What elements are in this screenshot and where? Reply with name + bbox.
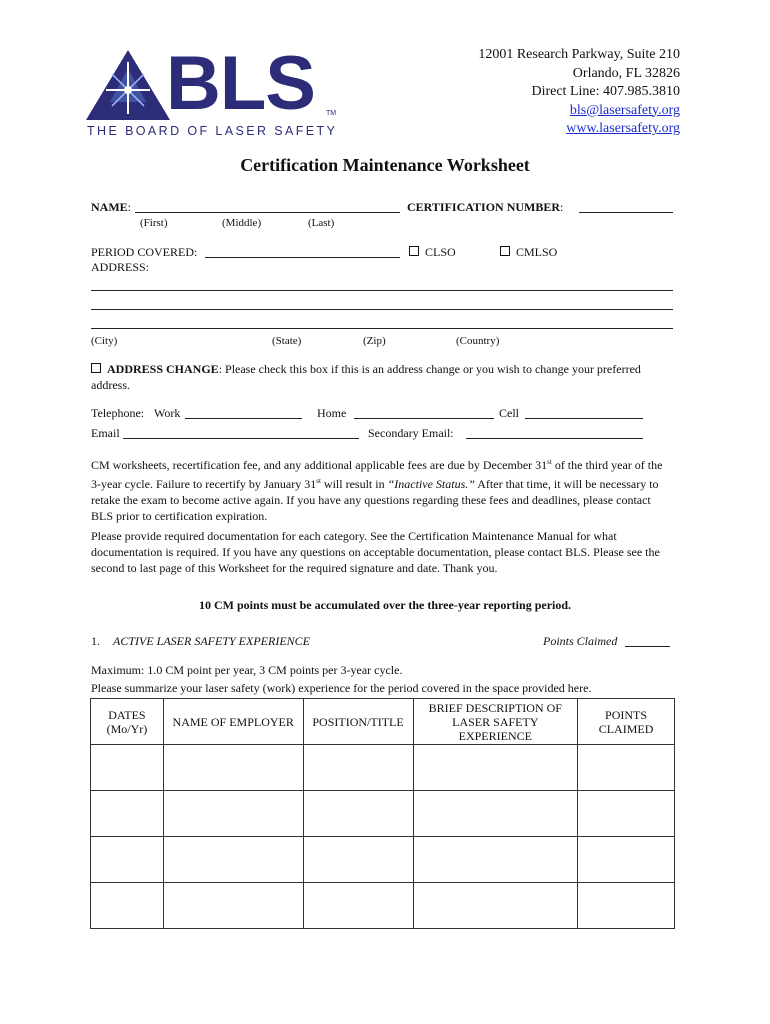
period-covered-field[interactable] — [205, 257, 400, 258]
experience-table — [90, 698, 675, 929]
position-header: POSITION/TITLE — [303, 699, 413, 745]
address-change-checkbox[interactable] — [91, 363, 101, 373]
period-covered-label: PERIOD COVERED: — [91, 245, 198, 259]
secondary-email-field[interactable] — [466, 438, 643, 439]
address-line-1: 12001 Research Parkway, Suite 210 — [478, 47, 680, 62]
cmlso-option[interactable]: CMLSO — [500, 245, 557, 260]
bls-logo — [86, 41, 338, 140]
description-cell[interactable] — [413, 791, 578, 837]
employer-cell[interactable] — [163, 745, 303, 791]
employer-cell[interactable] — [163, 837, 303, 883]
table-header-row — [91, 699, 675, 745]
points-header: POINTS CLAIMED — [578, 699, 675, 745]
logo-tm: TM — [326, 110, 337, 117]
points-cell[interactable] — [578, 837, 675, 883]
cell-phone-label: Cell — [499, 406, 519, 420]
last-name-hint: (Last) — [308, 217, 335, 229]
description-cell[interactable] — [413, 883, 578, 929]
instruction-note: Please summarize your laser safety (work) experience for the period covered in the space provided here. — [91, 681, 592, 695]
dates-cell[interactable] — [91, 791, 164, 837]
table-row — [91, 883, 675, 929]
section-1-heading: ACTIVE LASER SAFETY EXPERIENCE — [113, 634, 310, 648]
points-cell[interactable] — [578, 883, 675, 929]
address-line-field-1[interactable] — [91, 290, 673, 291]
logo-wordmark: BLS — [166, 41, 315, 126]
home-phone-label: Home — [317, 406, 347, 420]
cm-points-note: 10 CM points must be accumulated over the three-year reporting period. — [198, 598, 572, 612]
points-cell[interactable] — [578, 791, 675, 837]
table-row — [91, 791, 675, 837]
position-cell[interactable] — [303, 791, 413, 837]
page-title: Certification Maintenance Worksheet — [240, 155, 530, 175]
dates-cell[interactable] — [91, 745, 164, 791]
cmlso-checkbox[interactable] — [500, 246, 510, 256]
first-name-hint: (First) — [140, 217, 168, 229]
telephone-label: Telephone: — [91, 406, 145, 420]
email-label: Email — [91, 426, 120, 440]
position-cell[interactable] — [303, 837, 413, 883]
maximum-note: Maximum: 1.0 CM point per year, 3 CM points per 3-year cycle. — [91, 663, 403, 677]
zip-hint: (Zip) — [363, 335, 386, 347]
points-cell[interactable] — [578, 745, 675, 791]
dates-header: DATES (Mo/Yr) — [91, 699, 164, 745]
state-hint: (State) — [272, 335, 302, 347]
employer-cell[interactable] — [163, 791, 303, 837]
description-cell[interactable] — [413, 837, 578, 883]
address-line-field-3[interactable] — [91, 328, 673, 329]
country-hint: (Country) — [456, 335, 500, 347]
cert-number-field[interactable] — [579, 212, 673, 213]
home-phone-field[interactable] — [354, 418, 494, 419]
cert-number-label: CERTIFICATION NUMBER: — [407, 200, 564, 214]
middle-name-hint: (Middle) — [222, 217, 262, 229]
address-label: ADDRESS: — [91, 260, 150, 274]
direct-line: Direct Line: 407.985.3810 — [531, 84, 680, 99]
employer-cell[interactable] — [163, 883, 303, 929]
clso-checkbox[interactable] — [409, 246, 419, 256]
table-row — [91, 745, 675, 791]
position-cell[interactable] — [303, 883, 413, 929]
email-link[interactable]: bls@lasersafety.org — [569, 102, 680, 118]
description-cell[interactable] — [413, 745, 578, 791]
secondary-email-label: Secondary Email: — [368, 426, 454, 440]
work-phone-label: Work — [154, 406, 181, 420]
clso-option[interactable]: CLSO — [409, 245, 456, 260]
points-claimed-field[interactable] — [625, 646, 670, 647]
work-phone-field[interactable] — [185, 418, 302, 419]
website-link[interactable]: www.lasersafety.org — [566, 121, 680, 136]
position-cell[interactable] — [303, 745, 413, 791]
laser-triangle-icon — [86, 50, 170, 122]
points-claimed-label: Points Claimed — [543, 634, 618, 648]
description-header: BRIEF DESCRIPTION OF LASER SAFETY EXPERIENCE — [413, 699, 578, 745]
table-row — [91, 837, 675, 883]
dates-cell[interactable] — [91, 837, 164, 883]
name-label: NAME: — [91, 200, 132, 214]
address-change-notice: ADDRESS CHANGE: Please check this box if this is an address change or you wish to change your preferred address. — [91, 362, 641, 392]
address-line-field-2[interactable] — [91, 309, 673, 310]
section-1-number: 1. — [91, 634, 100, 648]
contact-block — [478, 46, 680, 139]
documentation-paragraph: Please provide required documentation for each category. See the Certification Maintenance Manual for what documentation is required. If you have any questions on acceptable documentation, please contact BLS. Please see the second to last page of this Worksheet for the required signature and date. Thank you. — [91, 529, 660, 575]
address-line-2: Orlando, FL 32826 — [572, 65, 680, 81]
email-field[interactable] — [123, 438, 359, 439]
fees-paragraph: CM worksheets, recertification fee, and any additional applicable fees are due by December 31st of the third year of the 3-year cycle. Failure to recertify by January 31st will result in “Inactive Status.” After that time, it will be necessary to retake the exam to become active again. If you have any questions regarding these fees and deadlines, please contact BLS prior to certification expiration. — [91, 458, 663, 523]
name-field[interactable] — [135, 212, 400, 213]
dates-cell[interactable] — [91, 883, 164, 929]
logo-tagline: THE BOARD OF LASER SAFETY — [87, 124, 338, 138]
employer-header: NAME OF EMPLOYER — [163, 699, 303, 745]
city-hint: (City) — [91, 335, 118, 347]
cell-phone-field[interactable] — [525, 418, 643, 419]
